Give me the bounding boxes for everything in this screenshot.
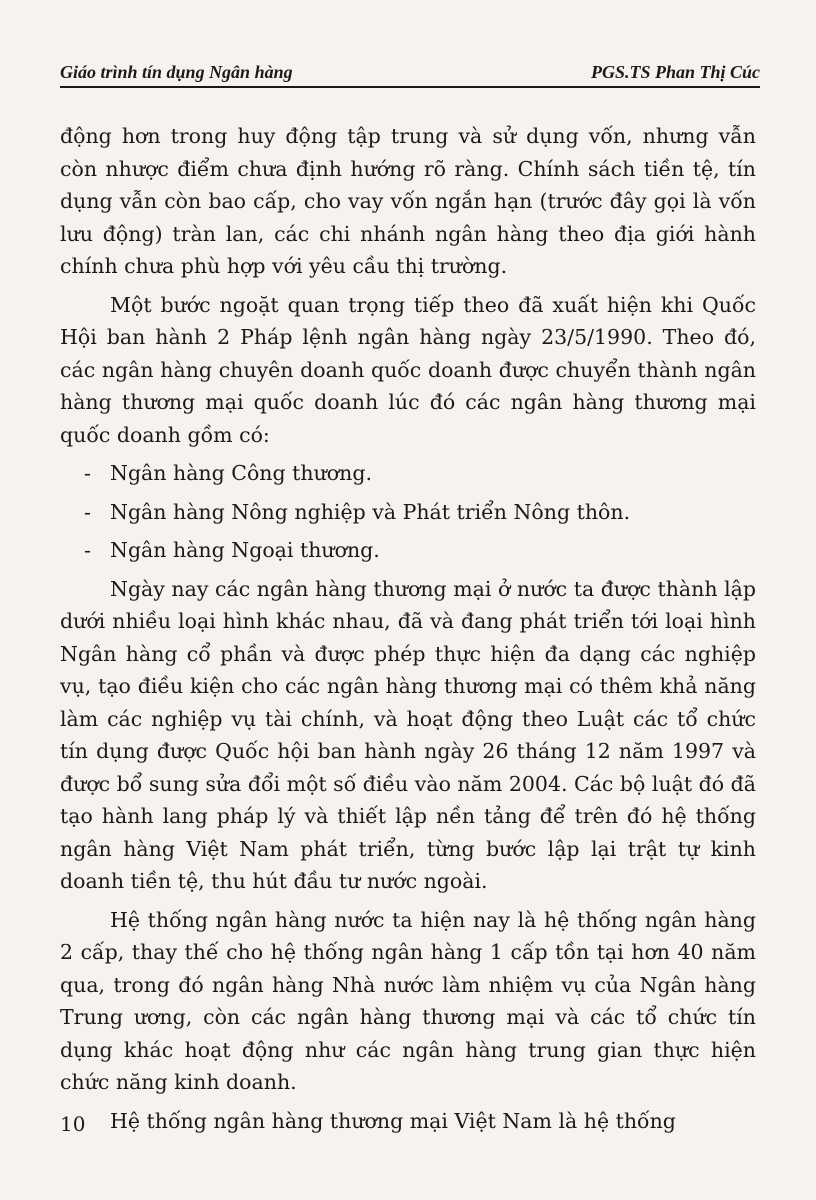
page-number: 10: [60, 1112, 86, 1136]
paragraph-1: động hơn trong huy động tập trung và sử dụng vốn, nhưng vẫn còn nhược điểm chưa định hướng rõ ràng. Chính sách tiền tệ, tín dụng vẫn còn bao cấp, cho vay vốn ngắn hạn (trước đây gọi là vốn lưu động) tràn lan, các chi nhánh ngân hàng theo địa giới hành chính chưa phù hợp với yêu cầu thị trường.: [60, 124, 756, 278]
running-header: [60, 60, 760, 88]
list-dash: -: [84, 499, 91, 524]
paragraph-2: Một bước ngoặt quan trọng tiếp theo đã xuất hiện khi Quốc Hội ban hành 2 Pháp lệnh ngân hàng ngày 23/5/1990. Theo đó, các ngân hàng chuyên doanh quốc doanh được chuyển thành ngân hàng thương mại quốc doanh lúc đó các ngân hàng thương mại quốc doanh gồm có:: [60, 292, 756, 447]
list-dash: -: [84, 538, 91, 562]
list-item: [60, 496, 756, 529]
paragraph-5: Hệ thống ngân hàng thương mại Việt Nam là hệ thống: [110, 1108, 676, 1133]
list-item: [60, 534, 756, 567]
page-body: [60, 120, 756, 1143]
header-book-title: Giáo trình tín dụng Ngân hàng: [60, 62, 293, 82]
list-item-text: Ngân hàng Ngoại thương.: [110, 538, 380, 562]
list-item-text: Ngân hàng Nông nghiệp và Phát triển Nông thôn.: [110, 499, 631, 524]
list-item-text: Ngân hàng Công thương.: [110, 461, 372, 485]
header-author: PGS.TS Phan Thị Cúc: [590, 62, 760, 82]
list-dash: -: [84, 461, 91, 485]
list-item: [60, 457, 756, 490]
paragraph-4: Hệ thống ngân hàng nước ta hiện nay là hệ thống ngân hàng 2 cấp, thay thế cho hệ thống ngân hàng 1 cấp tồn tại hơn 40 năm qua, trong đó ngân hàng Nhà nước làm nhiệm vụ của Ngân hàng Trung ương, còn các ngân hàng thương mại và các tổ chức tín dụng khác hoạt động như các ngân hàng trung gian thực hiện chức năng kinh doanh.: [60, 907, 756, 1094]
paragraph-3: Ngày nay các ngân hàng thương mại ở nước ta được thành lập dưới nhiều loại hình khác nhau, đã và đang phát triển tới loại hình Ngân hàng cổ phần và được phép thực hiện đa dạng các nghiệp vụ, tạo điều kiện cho các ngân hàng thương mại có thêm khả năng làm các nghiệp vụ tài chính, và hoạt động theo Luật các tổ chức tín dụng được Quốc hội ban hành ngày 26 tháng 12 năm 1997 và được bổ sung sửa đổi một số điều vào năm 2004. Các bộ luật đó đã tạo hành lang pháp lý và thiết lập nền tảng để trên đó hệ thống ngân hàng Việt Nam phát triển, từng bước lập lại trật tự kinh doanh tiền tệ, thu hút đầu tư nước ngoài.: [60, 576, 756, 893]
